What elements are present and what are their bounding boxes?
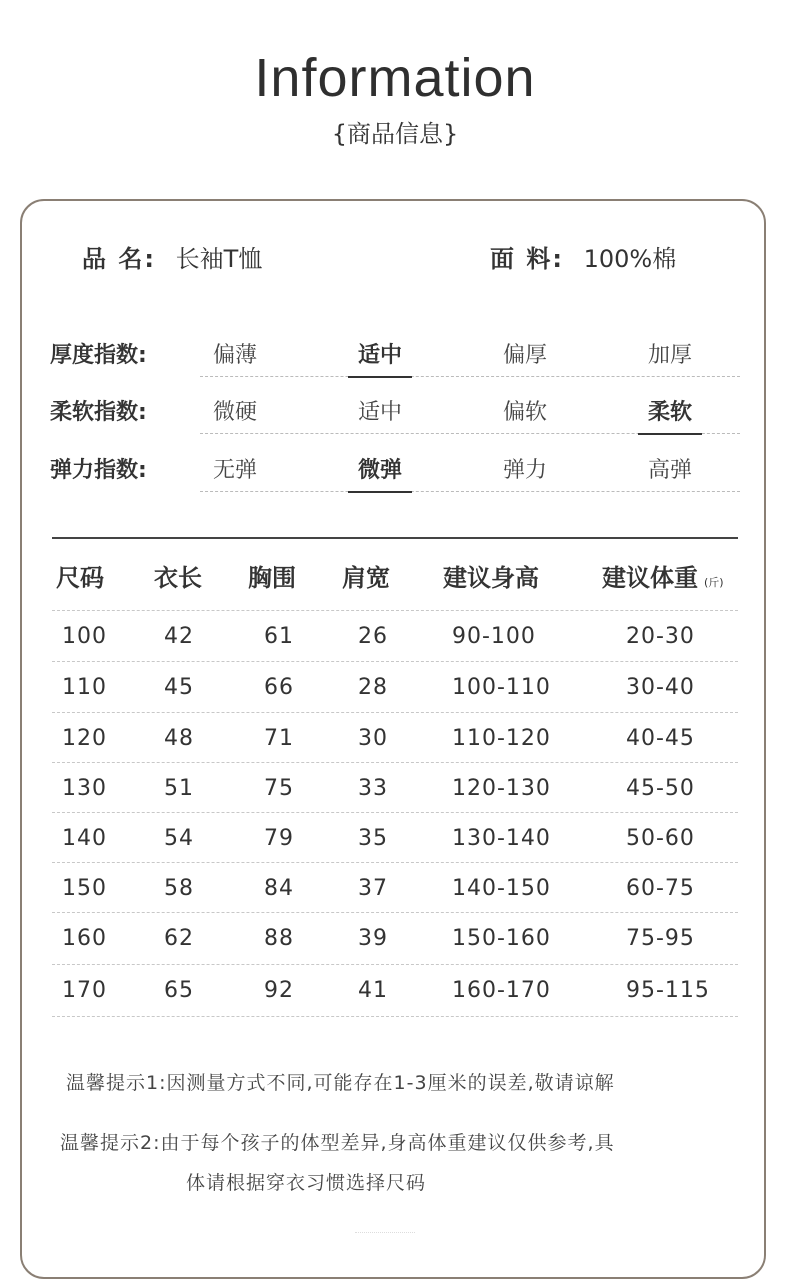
table-cell: 58 bbox=[164, 876, 194, 901]
table-cell: 45 bbox=[164, 675, 194, 700]
index-label: 厚度指数: bbox=[50, 343, 147, 368]
table-top-rule bbox=[52, 537, 738, 539]
table-cell: 33 bbox=[358, 776, 388, 801]
index-label: 弹力指数: bbox=[50, 458, 147, 483]
table-cell: 160-170 bbox=[452, 978, 551, 1003]
table-cell: 45-50 bbox=[626, 776, 695, 801]
table-cell: 30 bbox=[358, 726, 388, 751]
index-option: 加厚 bbox=[647, 343, 692, 368]
index-option: 偏薄 bbox=[212, 343, 257, 368]
table-row bbox=[52, 614, 738, 664]
column-header-text: 胸围 bbox=[248, 564, 296, 592]
table-cell: 170 bbox=[62, 978, 107, 1003]
tip-2-line-2: 体请根据穿衣习惯选择尺码 bbox=[186, 1172, 427, 1194]
column-header bbox=[443, 562, 539, 594]
column-header bbox=[154, 562, 202, 594]
table-cell: 110-120 bbox=[452, 726, 551, 751]
index-option: 适中 bbox=[357, 400, 402, 425]
column-header-text: 肩宽 bbox=[342, 564, 390, 592]
table-cell: 40-45 bbox=[626, 726, 695, 751]
table-cell: 51 bbox=[164, 776, 194, 801]
table-cell: 71 bbox=[264, 726, 294, 751]
table-cell: 92 bbox=[264, 978, 294, 1003]
fabric-value: 100%棉 bbox=[583, 245, 677, 273]
table-cell: 50-60 bbox=[626, 826, 695, 851]
table-cell: 28 bbox=[358, 675, 388, 700]
table-cell: 88 bbox=[264, 926, 294, 951]
table-cell: 30-40 bbox=[626, 675, 695, 700]
column-header-text: 建议体重 bbox=[602, 564, 698, 592]
table-cell: 39 bbox=[358, 926, 388, 951]
column-header bbox=[248, 562, 296, 594]
table-cell: 150 bbox=[62, 876, 107, 901]
table-cell: 62 bbox=[164, 926, 194, 951]
index-row bbox=[50, 340, 740, 380]
table-cell: 48 bbox=[164, 726, 194, 751]
table-row bbox=[52, 916, 738, 966]
table-row bbox=[52, 968, 738, 1018]
table-cell: 20-30 bbox=[626, 624, 695, 649]
tip-1: 温馨提示1:因测量方式不同,可能存在1-3厘米的误差,敬请谅解 bbox=[66, 1072, 615, 1094]
fabric-label: 面 料: bbox=[490, 245, 564, 273]
table-cell: 60-75 bbox=[626, 876, 695, 901]
column-header-text: 建议身高 bbox=[443, 564, 539, 592]
index-option-selected: 柔软 bbox=[640, 397, 700, 429]
column-header bbox=[342, 562, 390, 594]
index-option: 微硬 bbox=[212, 400, 257, 425]
index-option-selected: 适中 bbox=[350, 340, 410, 372]
index-row bbox=[50, 397, 740, 437]
table-row bbox=[52, 665, 738, 715]
table-cell: 84 bbox=[264, 876, 294, 901]
index-label: 柔软指数: bbox=[50, 400, 147, 425]
table-cell: 75 bbox=[264, 776, 294, 801]
table-cell: 35 bbox=[358, 826, 388, 851]
table-cell: 130-140 bbox=[452, 826, 551, 851]
page-title: Information bbox=[254, 48, 536, 108]
table-cell: 120-130 bbox=[452, 776, 551, 801]
product-name-value: 长袖T恤 bbox=[175, 245, 263, 273]
column-header-text: 尺码 bbox=[56, 564, 104, 592]
index-option-selected: 微弹 bbox=[350, 455, 410, 487]
table-cell: 95-115 bbox=[626, 978, 710, 1003]
table-cell: 130 bbox=[62, 776, 107, 801]
table-row bbox=[52, 766, 738, 816]
table-cell: 140 bbox=[62, 826, 107, 851]
page-subtitle: {商品信息} bbox=[331, 120, 459, 148]
tip-2-line-1: 温馨提示2:由于每个孩子的体型差异,身高体重建议仅供参考,具 bbox=[60, 1132, 615, 1154]
index-dotted-line bbox=[200, 376, 740, 377]
table-cell: 100 bbox=[62, 624, 107, 649]
table-cell: 61 bbox=[264, 624, 294, 649]
table-cell: 110 bbox=[62, 675, 107, 700]
weight-unit: (斤) bbox=[704, 576, 724, 589]
index-option: 偏软 bbox=[502, 400, 547, 425]
column-header bbox=[56, 562, 104, 594]
table-cell: 75-95 bbox=[626, 926, 695, 951]
product-name-label: 品 名: bbox=[82, 245, 156, 273]
index-dotted-line bbox=[200, 491, 740, 492]
column-header-text: 衣长 bbox=[154, 564, 202, 592]
table-cell: 37 bbox=[358, 876, 388, 901]
table-cell: 66 bbox=[264, 675, 294, 700]
row-separator bbox=[52, 610, 738, 611]
fabric-row bbox=[490, 243, 676, 275]
table-cell: 120 bbox=[62, 726, 107, 751]
table-cell: 150-160 bbox=[452, 926, 551, 951]
table-cell: 79 bbox=[264, 826, 294, 851]
index-option: 弹力 bbox=[502, 458, 547, 483]
table-cell: 100-110 bbox=[452, 675, 551, 700]
index-row bbox=[50, 455, 740, 495]
table-row bbox=[52, 816, 738, 866]
table-cell: 26 bbox=[358, 624, 388, 649]
table-row bbox=[52, 866, 738, 916]
table-cell: 42 bbox=[164, 624, 194, 649]
product-name-row bbox=[82, 243, 262, 275]
table-cell: 160 bbox=[62, 926, 107, 951]
table-row bbox=[52, 716, 738, 766]
index-option: 偏厚 bbox=[502, 343, 547, 368]
bottom-divider bbox=[355, 1232, 415, 1233]
index-option: 无弹 bbox=[212, 458, 257, 483]
table-cell: 54 bbox=[164, 826, 194, 851]
index-option: 高弹 bbox=[647, 458, 692, 483]
table-cell: 90-100 bbox=[452, 624, 536, 649]
table-cell: 140-150 bbox=[452, 876, 551, 901]
table-cell: 65 bbox=[164, 978, 194, 1003]
table-cell: 41 bbox=[358, 978, 388, 1003]
column-header bbox=[602, 562, 724, 599]
